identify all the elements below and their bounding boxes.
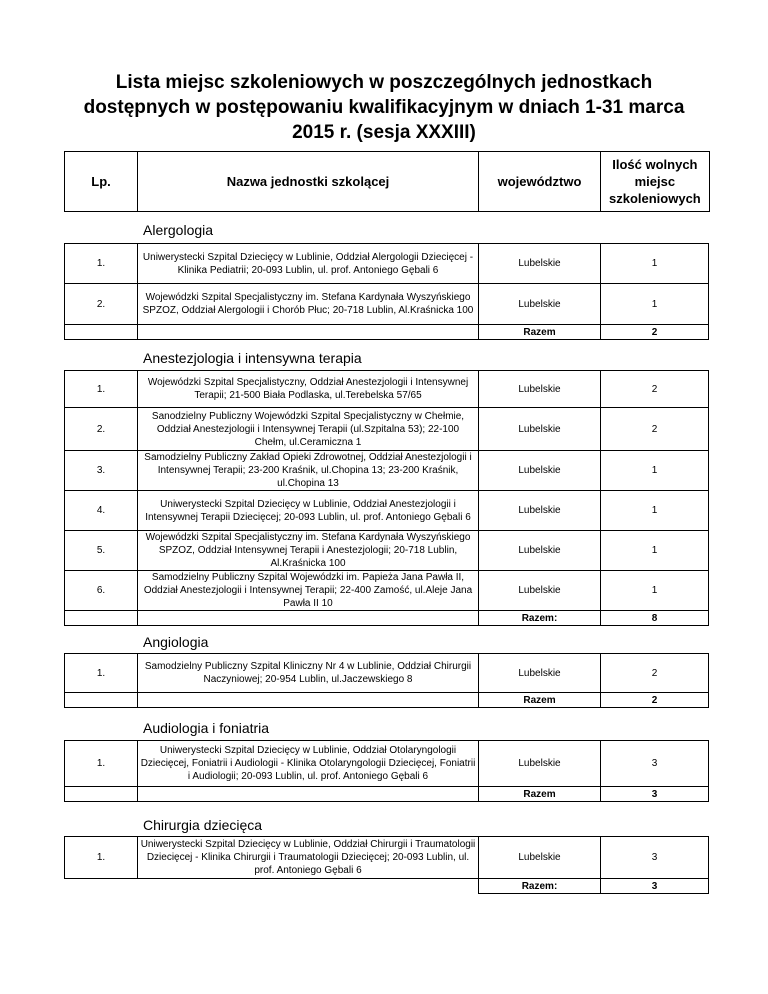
row-lp: 1. [65, 244, 138, 284]
row-name: Samodzielny Publiczny Szpital Kliniczny Nr 4 w Lublinie, Oddział Chirurgii Naczyniowej; 20-954 Lublin, ul.Jaczewskiego 8 [138, 654, 479, 693]
row-lp: 4. [65, 491, 138, 531]
row-lp: 6. [65, 571, 138, 611]
row-lp: 2. [65, 408, 138, 451]
section-title: Chirurgia dziecięca [143, 817, 263, 833]
row-name: Wojewódzki Szpital Specjalistyczny im. Stefana Kardynała Wyszyńskiego SPZOZ, Oddział Intensywnej Terapii i Anestezjologii; 20-718 Lublin, Al.Kraśnicka 100 [138, 531, 479, 571]
row-name: Uniwerystecki Szpital Dziecięcy w Lublinie, Oddział Otolaryngologii Dziecięcej, Foniatrii i Audiologii - Klinika Otolaryngologii Dziecięcej, Foniatrii i Audiologii; 20-093 Lublin, ul. prof. Antoniego Gębali 6 [138, 741, 479, 787]
section-table [64, 243, 709, 340]
table-row [65, 571, 709, 611]
row-name: Sanodzielny Publiczny Wojewódzki Szpital Specjalistyczny w Chełmie, Oddział Anestezjologii i Intensywnej Terapii (ul.Szpitalna 53); 22-100 Chełm, ul.Ceramiczna 1 [138, 408, 479, 451]
table-row [65, 741, 709, 787]
blank-cell [138, 879, 479, 894]
row-count: 2 [601, 408, 709, 451]
sum-value: 2 [601, 325, 709, 340]
page-title: Lista miejsc szkoleniowych w poszczególnych jednostkach dostępnych w postępowaniu kwalifikacyjnym w dniach 1-31 marca 2015 r. (sesja XXXIII) [83, 72, 685, 143]
section-title: Audiologia i foniatria [143, 720, 270, 736]
blank-cell [65, 787, 138, 802]
sum-row [65, 787, 709, 802]
sum-label: Razem: [479, 879, 601, 894]
row-voivodeship: Lubelskie [479, 408, 601, 451]
row-voivodeship: Lubelskie [479, 654, 601, 693]
sum-row [65, 325, 709, 340]
row-count: 1 [601, 244, 709, 284]
row-name: Wojewódzki Szpital Specjalistyczny, Oddział Anestezjologii i Intensywnej Terapii; 21-500 Biała Podlaska, ul.Terebelska 57/65 [138, 371, 479, 408]
sum-value: 3 [601, 879, 709, 894]
row-voivodeship: Lubelskie [479, 244, 601, 284]
sum-row [65, 611, 709, 626]
sum-row [65, 879, 709, 894]
row-count: 3 [601, 837, 709, 879]
row-count: 1 [601, 451, 709, 491]
blank-cell [65, 611, 138, 626]
table-row [65, 531, 709, 571]
blank-cell [138, 787, 479, 802]
blank-cell [65, 325, 138, 340]
section-table [64, 740, 709, 802]
row-count: 3 [601, 741, 709, 787]
row-name: Uniwerystecki Szpital Dziecięcy w Lublinie, Oddział Alergologii Dziecięcej - Klinika Pediatrii; 20-093 Lublin, ul. prof. Antoniego Gębali 6 [138, 244, 479, 284]
row-voivodeship: Lubelskie [479, 371, 601, 408]
header-voivodeship: województwo [479, 152, 601, 212]
sum-value: 8 [601, 611, 709, 626]
row-name: Uniwerystecki Szpital Dziecięcy w Lublinie, Oddział Chirurgii i Traumatologii Dziecięcej - Klinika Chirurgii i Traumatologii Dziecięcej; 20-093 Lublin, ul. prof. Antoniego Gębali 6 [138, 837, 479, 879]
table-row [65, 371, 709, 408]
table-row [65, 451, 709, 491]
sum-label: Razem: [479, 611, 601, 626]
row-lp: 5. [65, 531, 138, 571]
sum-label: Razem [479, 325, 601, 340]
sum-value: 2 [601, 693, 709, 708]
row-count: 1 [601, 491, 709, 531]
row-lp: 1. [65, 741, 138, 787]
blank-cell [65, 693, 138, 708]
row-count: 2 [601, 654, 709, 693]
blank-cell [138, 693, 479, 708]
row-voivodeship: Lubelskie [479, 284, 601, 325]
row-lp: 2. [65, 284, 138, 325]
section-table [64, 370, 709, 626]
row-name: Wojewódzki Szpital Specjalistyczny im. Stefana Kardynała Wyszyńskiego SPZOZ, Oddział Alergologii i Chorób Płuc; 20-718 Lublin, Al.Kraśnicka 100 [138, 284, 479, 325]
header-table [64, 151, 710, 212]
sum-value: 3 [601, 787, 709, 802]
row-voivodeship: Lubelskie [479, 491, 601, 531]
table-row [65, 284, 709, 325]
table-row [65, 244, 709, 284]
row-lp: 3. [65, 451, 138, 491]
row-voivodeship: Lubelskie [479, 741, 601, 787]
row-lp: 1. [65, 654, 138, 693]
section-title: Anestezjologia i intensywna terapia [143, 350, 362, 366]
row-voivodeship: Lubelskie [479, 571, 601, 611]
section-table [64, 653, 709, 708]
sum-label: Razem [479, 787, 601, 802]
row-count: 2 [601, 371, 709, 408]
row-voivodeship: Lubelskie [479, 837, 601, 879]
blank-cell [65, 879, 138, 894]
sum-label: Razem [479, 693, 601, 708]
header-lp: Lp. [65, 152, 138, 212]
section-title: Alergologia [143, 222, 214, 238]
row-name: Uniwerystecki Szpital Dziecięcy w Lublinie, Oddział Anestezjologii i Intensywnej Terapii Dziecięcej; 20-093 Lublin, ul. prof. Antoniego Gębali 6 [138, 491, 479, 531]
row-name: Samodzielny Publiczny Zakład Opieki Zdrowotnej, Oddział Anestezjologii i Intensywnej Terapii; 23-200 Kraśnik, ul.Chopina 13; 23-200 Kraśnik, ul.Chopina 13 [138, 451, 479, 491]
row-name: Samodzielny Publiczny Szpital Wojewódzki im. Papieża Jana Pawła II, Oddział Anestezjologii i Intensywnej Terapii; 22-400 Zamość, ul.Aleje Jana Pawła II 10 [138, 571, 479, 611]
blank-cell [138, 611, 479, 626]
section-title: Angiologia [143, 634, 209, 650]
table-row [65, 654, 709, 693]
sum-row [65, 693, 709, 708]
row-count: 1 [601, 284, 709, 325]
row-lp: 1. [65, 371, 138, 408]
row-lp: 1. [65, 837, 138, 879]
header-count: Ilość wolnych miejsc szkoleniowych [601, 152, 710, 212]
row-count: 1 [601, 571, 709, 611]
table-row [65, 837, 709, 879]
row-count: 1 [601, 531, 709, 571]
blank-cell [138, 325, 479, 340]
section-table [64, 836, 709, 894]
table-row [65, 408, 709, 451]
row-voivodeship: Lubelskie [479, 531, 601, 571]
table-row [65, 491, 709, 531]
row-voivodeship: Lubelskie [479, 451, 601, 491]
header-name: Nazwa jednostki szkolącej [138, 152, 479, 212]
